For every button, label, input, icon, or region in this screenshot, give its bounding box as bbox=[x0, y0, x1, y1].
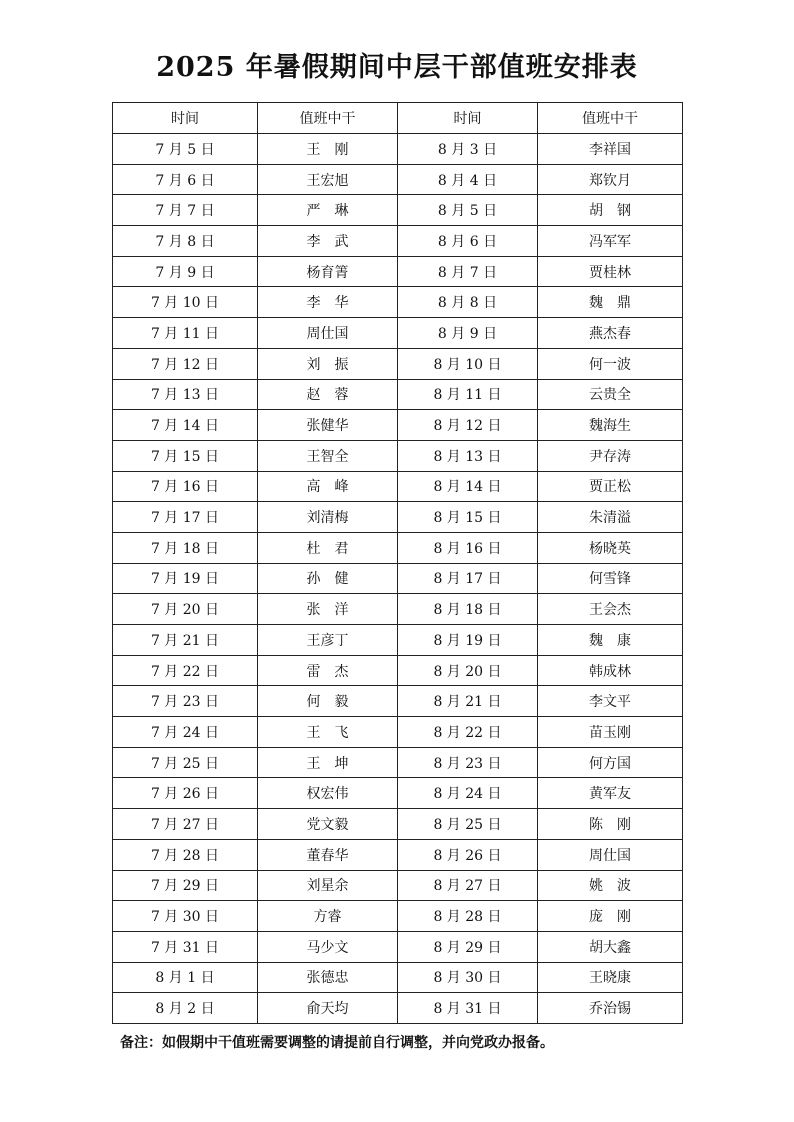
cadre-right-cell: 杨晓英 bbox=[538, 532, 683, 563]
table-row bbox=[113, 594, 683, 625]
cadre-left-cell: 俞天均 bbox=[258, 993, 398, 1024]
date-left-cell: 7 月 7 日 bbox=[113, 195, 258, 226]
cadre-left-cell: 周仕国 bbox=[258, 318, 398, 349]
date-left-cell: 7 月 21 日 bbox=[113, 625, 258, 656]
cadre-left-cell: 何 毅 bbox=[258, 686, 398, 717]
cadre-right-cell: 王晓康 bbox=[538, 962, 683, 993]
date-right-cell: 8 月 21 日 bbox=[398, 686, 538, 717]
date-right-cell: 8 月 22 日 bbox=[398, 717, 538, 748]
cadre-left-cell: 李 华 bbox=[258, 287, 398, 318]
date-left-cell: 7 月 17 日 bbox=[113, 502, 258, 533]
table-row bbox=[113, 931, 683, 962]
date-left-cell: 7 月 29 日 bbox=[113, 870, 258, 901]
table-row bbox=[113, 809, 683, 840]
table-row bbox=[113, 410, 683, 441]
date-right-cell: 8 月 4 日 bbox=[398, 164, 538, 195]
cadre-right-cell: 陈 刚 bbox=[538, 809, 683, 840]
date-left-cell: 7 月 20 日 bbox=[113, 594, 258, 625]
table-row bbox=[113, 993, 683, 1024]
date-left-cell: 7 月 13 日 bbox=[113, 379, 258, 410]
cadre-left-cell: 王 坤 bbox=[258, 747, 398, 778]
header-date-left: 时间 bbox=[113, 103, 258, 134]
date-right-cell: 8 月 26 日 bbox=[398, 839, 538, 870]
cadre-right-cell: 贾桂林 bbox=[538, 256, 683, 287]
cadre-left-cell: 董春华 bbox=[258, 839, 398, 870]
cadre-right-cell: 苗玉刚 bbox=[538, 717, 683, 748]
cadre-left-cell: 雷 杰 bbox=[258, 655, 398, 686]
date-left-cell: 7 月 8 日 bbox=[113, 226, 258, 257]
date-left-cell: 7 月 18 日 bbox=[113, 532, 258, 563]
table-row bbox=[113, 134, 683, 165]
date-left-cell: 7 月 19 日 bbox=[113, 563, 258, 594]
cadre-left-cell: 权宏伟 bbox=[258, 778, 398, 809]
footnote: 备注：如假期中干值班需要调整的请提前自行调整，并向党政办报备。 bbox=[120, 1035, 554, 1051]
cadre-right-cell: 李祥国 bbox=[538, 134, 683, 165]
date-left-cell: 7 月 9 日 bbox=[113, 256, 258, 287]
date-right-cell: 8 月 8 日 bbox=[398, 287, 538, 318]
cadre-right-cell: 庞 刚 bbox=[538, 901, 683, 932]
cadre-left-cell: 王智全 bbox=[258, 440, 398, 471]
date-right-cell: 8 月 20 日 bbox=[398, 655, 538, 686]
cadre-right-cell: 王会杰 bbox=[538, 594, 683, 625]
date-right-cell: 8 月 9 日 bbox=[398, 318, 538, 349]
date-left-cell: 7 月 14 日 bbox=[113, 410, 258, 441]
table-row bbox=[113, 717, 683, 748]
cadre-left-cell: 严 琳 bbox=[258, 195, 398, 226]
header-date-right: 时间 bbox=[398, 103, 538, 134]
cadre-left-cell: 杜 君 bbox=[258, 532, 398, 563]
cadre-left-cell: 党文毅 bbox=[258, 809, 398, 840]
cadre-left-cell: 高 峰 bbox=[258, 471, 398, 502]
cadre-left-cell: 张 洋 bbox=[258, 594, 398, 625]
cadre-right-cell: 乔治锡 bbox=[538, 993, 683, 1024]
cadre-right-cell: 韩成林 bbox=[538, 655, 683, 686]
date-right-cell: 8 月 7 日 bbox=[398, 256, 538, 287]
table-row bbox=[113, 256, 683, 287]
header-cadre-left: 值班中干 bbox=[258, 103, 398, 134]
table-row bbox=[113, 625, 683, 656]
date-left-cell: 7 月 11 日 bbox=[113, 318, 258, 349]
cadre-left-cell: 王 刚 bbox=[258, 134, 398, 165]
date-left-cell: 7 月 27 日 bbox=[113, 809, 258, 840]
cadre-left-cell: 李 武 bbox=[258, 226, 398, 257]
date-right-cell: 8 月 23 日 bbox=[398, 747, 538, 778]
header-cadre-right: 值班中干 bbox=[538, 103, 683, 134]
cadre-left-cell: 王宏旭 bbox=[258, 164, 398, 195]
cadre-right-cell: 郑钦月 bbox=[538, 164, 683, 195]
date-right-cell: 8 月 13 日 bbox=[398, 440, 538, 471]
date-left-cell: 7 月 15 日 bbox=[113, 440, 258, 471]
date-left-cell: 7 月 28 日 bbox=[113, 839, 258, 870]
cadre-left-cell: 王 飞 bbox=[258, 717, 398, 748]
date-right-cell: 8 月 16 日 bbox=[398, 532, 538, 563]
date-left-cell: 7 月 5 日 bbox=[113, 134, 258, 165]
date-left-cell: 8 月 2 日 bbox=[113, 993, 258, 1024]
cadre-right-cell: 胡大鑫 bbox=[538, 931, 683, 962]
date-right-cell: 8 月 30 日 bbox=[398, 962, 538, 993]
date-left-cell: 7 月 10 日 bbox=[113, 287, 258, 318]
cadre-left-cell: 刘清梅 bbox=[258, 502, 398, 533]
cadre-right-cell: 胡 钢 bbox=[538, 195, 683, 226]
cadre-right-cell: 李文平 bbox=[538, 686, 683, 717]
cadre-right-cell: 冯军军 bbox=[538, 226, 683, 257]
cadre-left-cell: 王彦丁 bbox=[258, 625, 398, 656]
table-row bbox=[113, 287, 683, 318]
cadre-left-cell: 孙 健 bbox=[258, 563, 398, 594]
cadre-right-cell: 魏 康 bbox=[538, 625, 683, 656]
table-row bbox=[113, 348, 683, 379]
cadre-right-cell: 云贵全 bbox=[538, 379, 683, 410]
date-left-cell: 7 月 30 日 bbox=[113, 901, 258, 932]
cadre-left-cell: 方睿 bbox=[258, 901, 398, 932]
date-right-cell: 8 月 14 日 bbox=[398, 471, 538, 502]
table-row bbox=[113, 440, 683, 471]
cadre-right-cell: 何一波 bbox=[538, 348, 683, 379]
cadre-right-cell: 姚 波 bbox=[538, 870, 683, 901]
cadre-left-cell: 刘 振 bbox=[258, 348, 398, 379]
table-row bbox=[113, 502, 683, 533]
date-left-cell: 7 月 24 日 bbox=[113, 717, 258, 748]
date-right-cell: 8 月 12 日 bbox=[398, 410, 538, 441]
page-title: 2025 年暑假期间中层干部值班安排表 bbox=[156, 52, 638, 83]
date-left-cell: 7 月 26 日 bbox=[113, 778, 258, 809]
table-row bbox=[113, 901, 683, 932]
table-row bbox=[113, 655, 683, 686]
date-right-cell: 8 月 29 日 bbox=[398, 931, 538, 962]
table-row bbox=[113, 164, 683, 195]
cadre-left-cell: 张德忠 bbox=[258, 962, 398, 993]
table-row bbox=[113, 318, 683, 349]
date-left-cell: 8 月 1 日 bbox=[113, 962, 258, 993]
date-left-cell: 7 月 22 日 bbox=[113, 655, 258, 686]
cadre-right-cell: 贾正松 bbox=[538, 471, 683, 502]
date-right-cell: 8 月 11 日 bbox=[398, 379, 538, 410]
date-right-cell: 8 月 15 日 bbox=[398, 502, 538, 533]
table-row bbox=[113, 778, 683, 809]
table-header-row bbox=[113, 103, 683, 134]
table-row bbox=[113, 747, 683, 778]
table-body bbox=[113, 134, 683, 1024]
table-row bbox=[113, 226, 683, 257]
cadre-right-cell: 何雪锋 bbox=[538, 563, 683, 594]
cadre-left-cell: 马少文 bbox=[258, 931, 398, 962]
cadre-left-cell: 刘星余 bbox=[258, 870, 398, 901]
date-right-cell: 8 月 3 日 bbox=[398, 134, 538, 165]
date-left-cell: 7 月 16 日 bbox=[113, 471, 258, 502]
table-row bbox=[113, 532, 683, 563]
date-right-cell: 8 月 6 日 bbox=[398, 226, 538, 257]
cadre-left-cell: 赵 蓉 bbox=[258, 379, 398, 410]
table-row bbox=[113, 379, 683, 410]
cadre-right-cell: 燕杰春 bbox=[538, 318, 683, 349]
table-row bbox=[113, 471, 683, 502]
date-right-cell: 8 月 28 日 bbox=[398, 901, 538, 932]
date-left-cell: 7 月 12 日 bbox=[113, 348, 258, 379]
date-right-cell: 8 月 24 日 bbox=[398, 778, 538, 809]
date-right-cell: 8 月 19 日 bbox=[398, 625, 538, 656]
cadre-right-cell: 周仕国 bbox=[538, 839, 683, 870]
cadre-right-cell: 魏 鼎 bbox=[538, 287, 683, 318]
date-left-cell: 7 月 23 日 bbox=[113, 686, 258, 717]
cadre-right-cell: 魏海生 bbox=[538, 410, 683, 441]
date-left-cell: 7 月 25 日 bbox=[113, 747, 258, 778]
date-right-cell: 8 月 5 日 bbox=[398, 195, 538, 226]
cadre-right-cell: 黄军友 bbox=[538, 778, 683, 809]
cadre-right-cell: 朱清溢 bbox=[538, 502, 683, 533]
table-row bbox=[113, 686, 683, 717]
cadre-right-cell: 尹存涛 bbox=[538, 440, 683, 471]
date-right-cell: 8 月 31 日 bbox=[398, 993, 538, 1024]
date-right-cell: 8 月 25 日 bbox=[398, 809, 538, 840]
date-right-cell: 8 月 27 日 bbox=[398, 870, 538, 901]
date-right-cell: 8 月 18 日 bbox=[398, 594, 538, 625]
duty-roster-table bbox=[112, 102, 683, 1024]
date-right-cell: 8 月 10 日 bbox=[398, 348, 538, 379]
table-row bbox=[113, 563, 683, 594]
cadre-left-cell: 张健华 bbox=[258, 410, 398, 441]
date-left-cell: 7 月 31 日 bbox=[113, 931, 258, 962]
date-left-cell: 7 月 6 日 bbox=[113, 164, 258, 195]
cadre-right-cell: 何方国 bbox=[538, 747, 683, 778]
cadre-left-cell: 杨育箐 bbox=[258, 256, 398, 287]
date-right-cell: 8 月 17 日 bbox=[398, 563, 538, 594]
table-row bbox=[113, 195, 683, 226]
table-row bbox=[113, 962, 683, 993]
table-row bbox=[113, 839, 683, 870]
table-row bbox=[113, 870, 683, 901]
